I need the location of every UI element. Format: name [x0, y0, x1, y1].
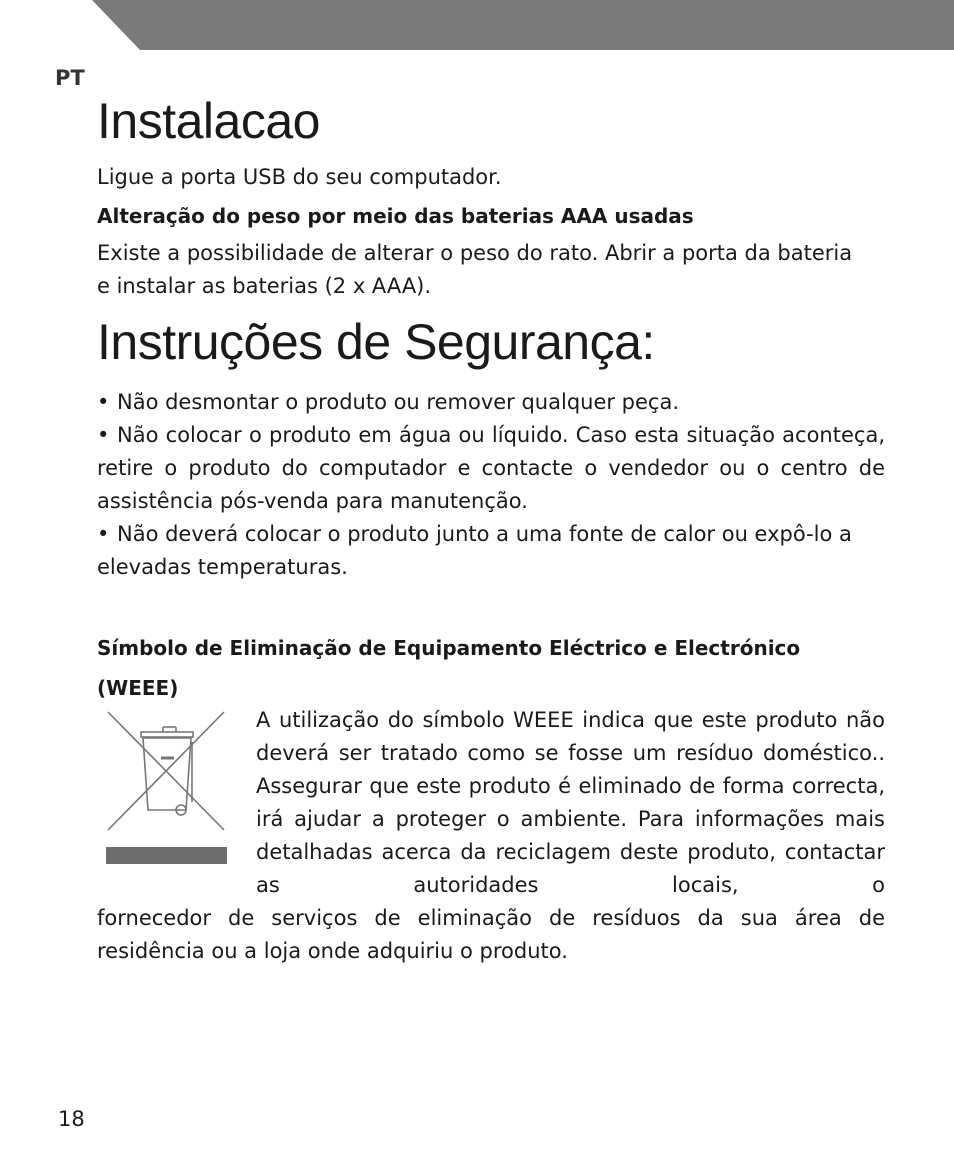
weee-heading	[97, 632, 885, 705]
safety-bullet-3	[97, 518, 885, 584]
safety-bullet-2-text: Não colocar o produto em água ou líquido. Caso esta situação aconteça, retire o produto do computador e contacte o vendedor ou o centro de assistência pós-venda para manutenção.	[97, 423, 885, 513]
language-tag: PT	[55, 66, 85, 90]
install-para-line1: Existe a possibilidade de alterar o peso do rato. Abrir a porta da bateria	[97, 241, 853, 265]
bullet-icon: •	[97, 522, 110, 546]
weee-text-wrap	[256, 704, 885, 902]
safety-list	[97, 386, 885, 584]
crossed-out-wheeled-bin-icon	[106, 710, 228, 866]
weee-text-full: fornecedor de serviços de eliminação de resíduos da sua área de residência ou a loja onde adquiriu o produto.	[97, 906, 885, 963]
install-line: Ligue a porta USB do seu computador.	[97, 165, 502, 189]
header-band	[0, 0, 954, 50]
bullet-icon: •	[97, 423, 110, 447]
safety-bullet-1	[97, 386, 885, 419]
weee-text-full-wrap	[97, 902, 885, 968]
page-number: 18	[58, 1107, 85, 1131]
weee-text: A utilização do símbolo WEEE indica que este produto não deverá ser tratado como se fosse um resíduo doméstico.. Assegurar que este produto é eliminado de forma correcta, irá ajudar a proteger o ambiente. Para informações mais detalhadas acerca da reciclagem deste produto, contactar as autoridades locais, o	[256, 708, 885, 897]
bullet-icon: •	[97, 390, 110, 414]
safety-title: Instruções de Segurança:	[97, 314, 655, 370]
install-title: Instalacao	[97, 93, 320, 149]
safety-bullet-3-text: Não deverá colocar o produto junto a uma fonte de calor ou expô-lo a elevadas temperaturas.	[97, 522, 852, 579]
install-para-line2: e instalar as baterias (2 x AAA).	[97, 274, 432, 298]
install-section	[97, 161, 885, 194]
safety-bullet-2	[97, 419, 885, 518]
install-paragraph	[97, 237, 885, 303]
safety-bullet-1-text: Não desmontar o produto ou remover qualquer peça.	[117, 390, 680, 414]
weee-heading-line1: Símbolo de Eliminação de Equipamento Eléctrico e Electrónico	[97, 636, 801, 660]
install-subheading-wrap	[97, 200, 885, 233]
install-subheading: Alteração do peso por meio das baterias AAA usadas	[97, 204, 694, 228]
safety-title-wrap	[97, 313, 885, 371]
weee-heading-line2: (WEEE)	[97, 676, 179, 700]
install-title-wrap	[97, 92, 885, 150]
